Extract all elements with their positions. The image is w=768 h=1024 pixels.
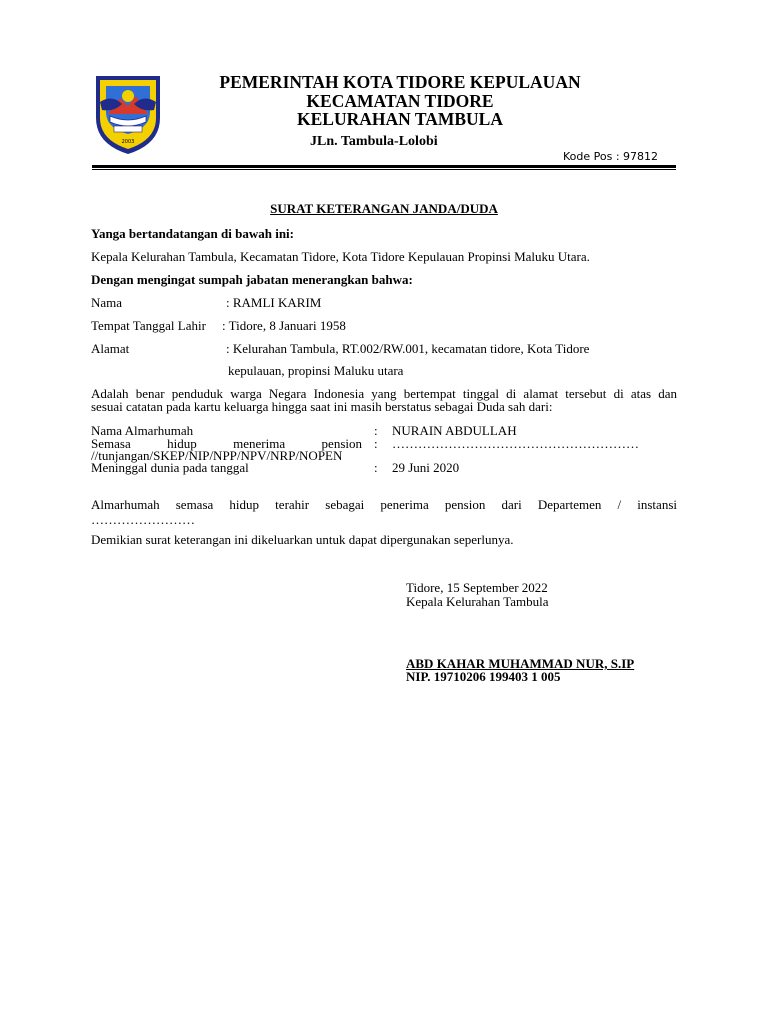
intro-heading: Yanga bertandatangan di bawah ini: [91, 226, 294, 241]
closing-text: Demikian surat keterangan ini dikeluarkan untuk dapat dipergunakan seperlunya. [91, 532, 514, 547]
pension-value: ………………………………………………… [392, 436, 639, 451]
death-label: Meninggal dunia pada tanggal [91, 460, 249, 475]
signature-nip: NIP. 19710206 199403 1 005 [406, 669, 561, 684]
pension-label-line2: //tunjangan/SKEP/NIP/NPP/NPV/NRP/NOPEN [91, 448, 343, 463]
pension-note-line1: Almarhumah semasa hidup terahir sebagai penerima pension dari Departemen / instansi [91, 497, 677, 512]
postal-code: Kode Pos : 97812 [563, 150, 659, 163]
letterhead-line1: PEMERINTAH KOTA TIDORE KEPULAUAN [219, 72, 581, 92]
pension-label-line1: Semasa hidup menerima pension [91, 436, 362, 451]
nama-value: : RAMLI KARIM [226, 295, 322, 310]
svg-text:2003: 2003 [121, 139, 135, 145]
alamat-value-line2: kepulauan, propinsi Maluku utara [228, 363, 404, 378]
signature-place-date: Tidore, 15 September 2022 [406, 580, 548, 595]
ttl-value: : Tidore, 8 Januari 1958 [222, 318, 346, 333]
letterhead-divider [92, 165, 676, 168]
alamat-label: Alamat [91, 341, 130, 356]
letterhead-address: JLn. Tambula-Lolobi [310, 134, 438, 149]
deceased-name-sep: : [374, 423, 378, 438]
pension-note-line2: …………………… [91, 512, 195, 527]
death-sep: : [374, 460, 378, 475]
alamat-value-line1: : Kelurahan Tambula, RT.002/RW.001, kecamatan tidore, Kota Tidore [226, 341, 590, 356]
letterhead-divider-thin [92, 169, 676, 170]
signature-name: ABD KAHAR MUHAMMAD NUR, S.IP [406, 656, 635, 671]
pension-sep: : [374, 436, 378, 451]
statement-line2: sesuai catatan pada kartu keluarga hingga saat ini masih berstatus sebagai Duda sah dari: [91, 399, 553, 414]
deceased-name-value: NURAIN ABDULLAH [392, 423, 517, 438]
nama-label: Nama [91, 295, 123, 310]
statement-line1: Adalah benar penduduk warga Negara Indonesia yang bertempat tinggal di alamat tersebut di atas dan [91, 386, 677, 401]
deceased-name-label: Nama Almarhumah [91, 423, 194, 438]
signer-line: Kepala Kelurahan Tambula, Kecamatan Tidore, Kota Tidore Kepulauan Propinsi Maluku Utara. [91, 249, 590, 264]
letterhead-line3: KELURAHAN TAMBULA [297, 109, 503, 129]
death-date: 29 Juni 2020 [392, 460, 460, 475]
kota-tidore-emblem-icon [92, 72, 164, 156]
ttl-label: Tempat Tanggal Lahir [91, 318, 206, 333]
oath-heading: Dengan mengingat sumpah jabatan menerangkan bahwa: [91, 272, 413, 287]
letterhead-line2: KECAMATAN TIDORE [306, 91, 494, 111]
document-title: SURAT KETERANGAN JANDA/DUDA [270, 201, 498, 216]
signature-position: Kepala Kelurahan Tambula [406, 594, 549, 609]
